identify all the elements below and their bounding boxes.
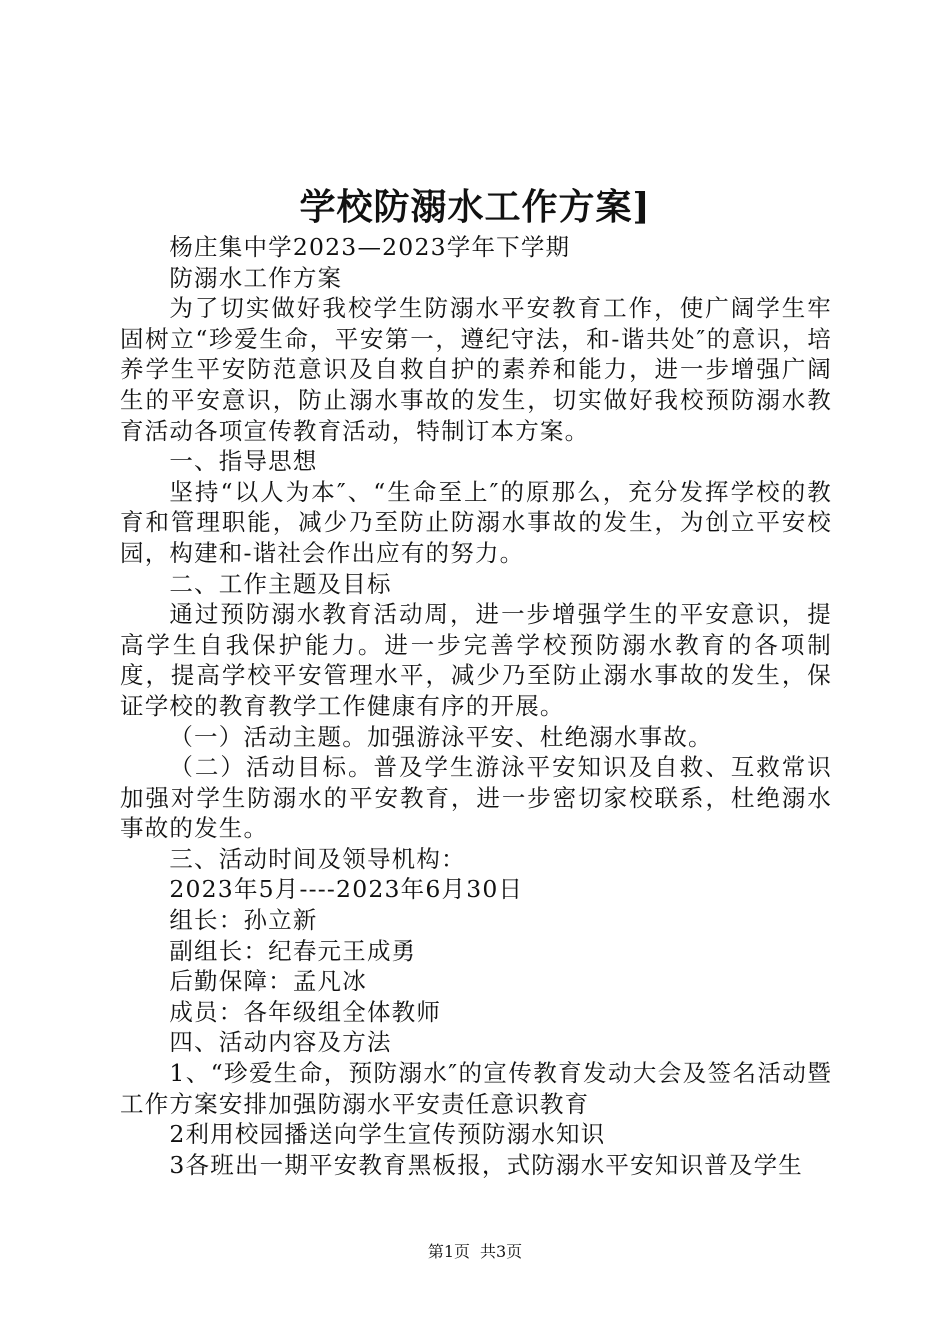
document-title: 学校防溺水工作方案] <box>299 186 651 228</box>
subtitle-line: 防溺水工作方案 <box>169 263 343 292</box>
page-footer <box>0 1240 950 1264</box>
date-range-line: 2023年5月----2023年6月30日 <box>169 875 524 904</box>
members-line: 成员：各年级组全体教师 <box>169 997 442 1026</box>
section-heading-guiding-ideology: 一、指导思想 <box>169 447 318 476</box>
guiding-ideology-paragraph: 坚持“以人为本″、“生命至上″的原那么，充分发挥学校的教育和管理职能，减少乃至防止防溺水事故的发生，为创立平安校园，构建和-谐社会作出应有的努力。 <box>120 477 832 567</box>
intro-paragraph: 为了切实做好我校学生防溺水平安教育工作，使广阔学生牢固树立“珍爱生命，平安第一，遵纪守法，和-谐共处″的意识，培养学生平安防范意识及自救自护的素养和能力，进一步增强广阔生的平安意识，防止溺水事故的发生，切实做好我校预防溺水教育活动各项宣传教育活动，特制订本方案。 <box>120 294 832 445</box>
school-term-line: 杨庄集中学2023—2023学年下学期 <box>169 233 571 261</box>
section-heading-content-methods: 四、活动内容及方法 <box>169 1028 392 1057</box>
section-heading-time-leadership: 三、活动时间及领导机构： <box>169 844 466 873</box>
activity-theme-line: （一）活动主题。加强游泳平安、杜绝溺水事故。 <box>169 722 713 751</box>
section-heading-theme-goals: 二、工作主题及目标 <box>169 569 392 598</box>
activity-goal-paragraph: （二）活动目标。普及学生游泳平安知识及自救、互救常识加强对学生防溺水的平安教育，进一步密切家校联系，杜绝溺水事故的发生。 <box>120 753 832 843</box>
theme-goals-paragraph: 通过预防溺水教育活动周，进一步增强学生的平安意识，提高学生自我保护能力。进一步完善学校预防溺水教育的各项制度，提高学校平安管理水平，减少乃至防止溺水事故的发生，保证学校的教育教学工作健康有序的开展。 <box>120 600 832 720</box>
document-body <box>120 210 832 1180</box>
leader-line: 组长：孙立新 <box>169 906 318 935</box>
method-item-1: 1、“珍爱生命，预防溺水″的宣传教育发动大会及签名活动暨工作方案安排加强防溺水平安责任意识教育 <box>120 1059 832 1118</box>
deputy-leader-line: 副组长：纪春元王成勇 <box>169 936 417 965</box>
page-number: 第1页 <box>427 1242 470 1261</box>
method-item-3: 3各班出一期平安教育黑板报，式防溺水平安知识普及学生 <box>169 1150 803 1179</box>
logistics-line: 后勤保障：孟凡冰 <box>169 967 367 996</box>
method-item-2: 2利用校园播送向学生宣传预防溺水知识 <box>169 1120 606 1149</box>
page-total: 共3页 <box>480 1242 523 1261</box>
